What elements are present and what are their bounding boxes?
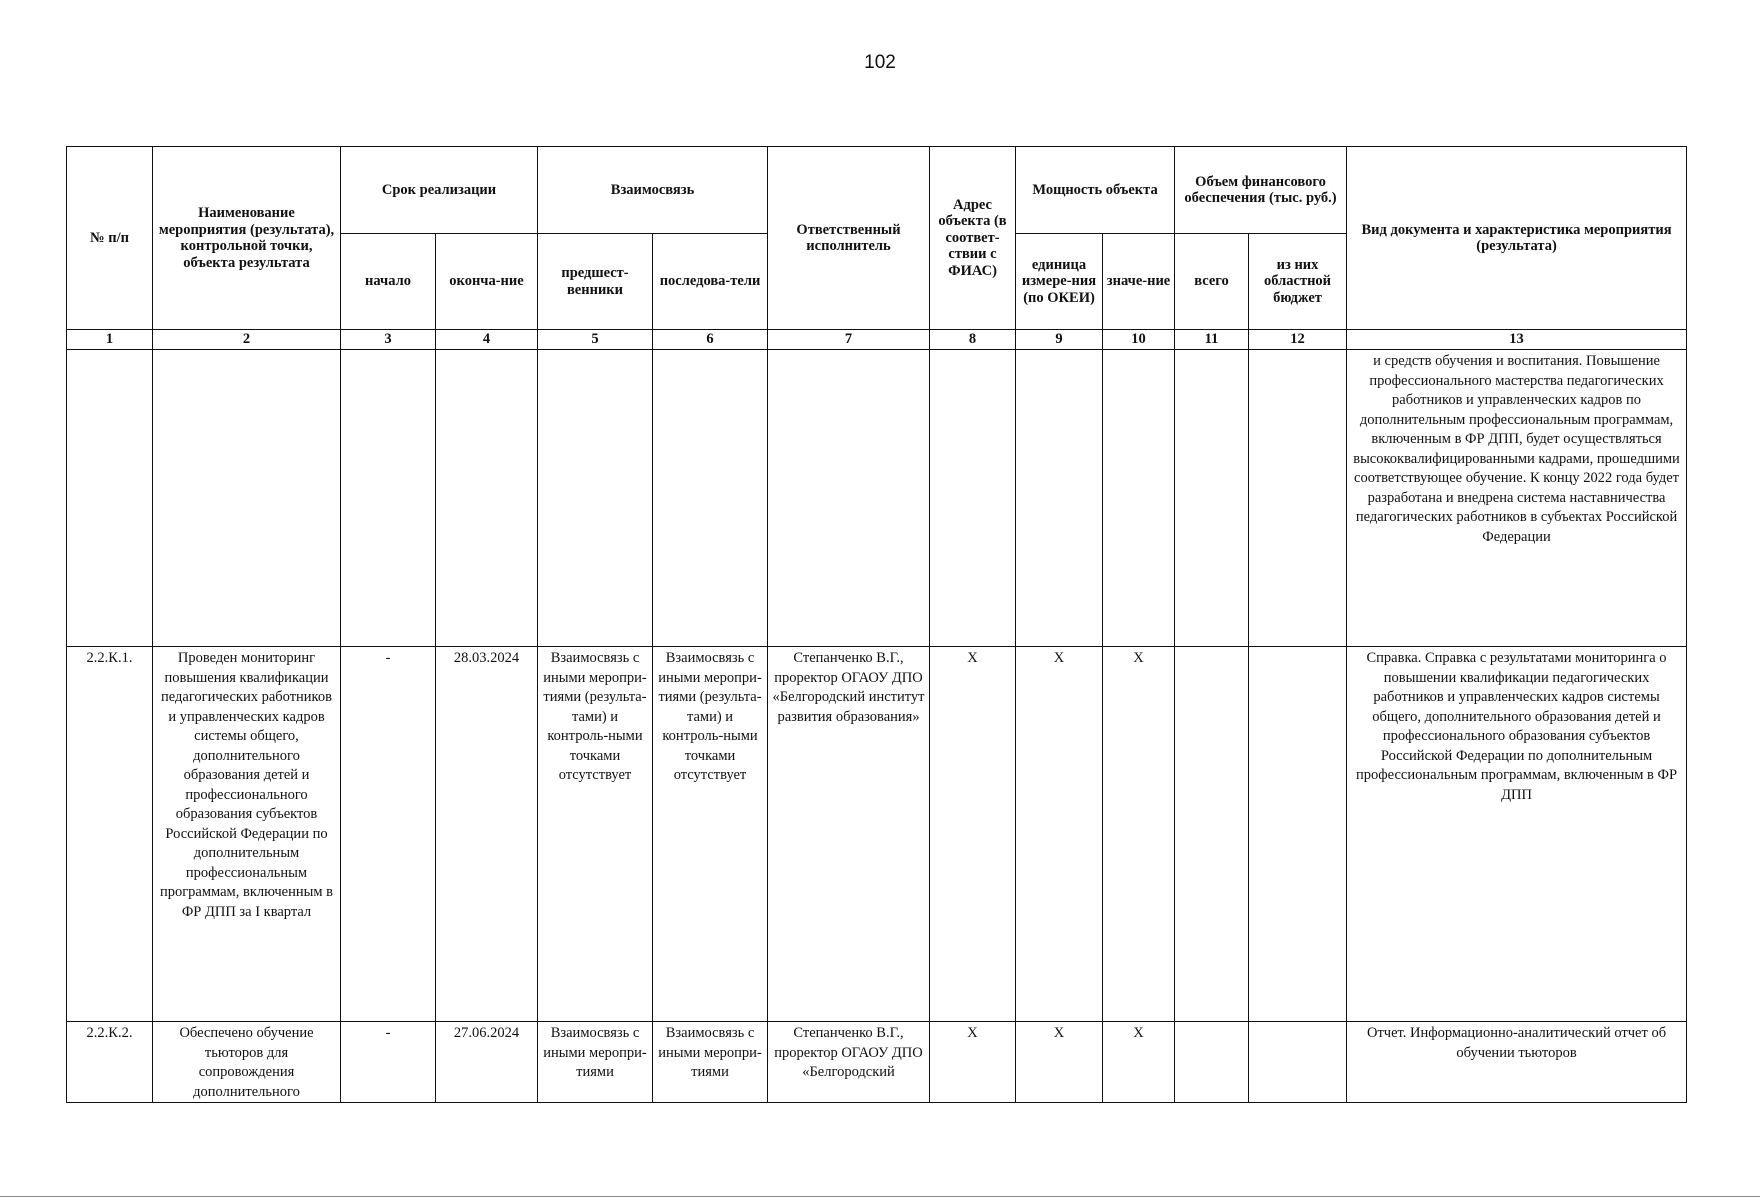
cell-end-text: 27.06.2024: [453, 1025, 520, 1041]
column-number: 2: [153, 330, 341, 350]
column-number: 13: [1347, 330, 1687, 350]
cell-regional: [1249, 350, 1347, 647]
header-finance-regional: из них областной бюджет: [1249, 234, 1347, 330]
header-link: Взаимосвязь: [538, 147, 768, 234]
cell-start: [341, 350, 436, 647]
cell-id: [67, 350, 153, 647]
cell-unit-text: X: [1053, 1025, 1065, 1041]
cell-address: [930, 350, 1016, 647]
cell-responsible: [768, 1022, 930, 1103]
column-number: 4: [436, 330, 538, 350]
cell-doc: Справка. Справка с результатами мониторинга о повышении квалификации педагогических работников и управленческих кадров системы общего, дополнительного образования детей и профессионального образования субъектов Российской Федерации по дополнительным профессиональным программам, включенным в ФР ДПП: [1347, 647, 1687, 1022]
cell-value-text: X: [1133, 1025, 1144, 1041]
cell-unit: [1016, 350, 1103, 647]
table-row: [67, 1022, 1687, 1103]
cell-address: [930, 1022, 1016, 1103]
column-number-row: [67, 330, 1687, 350]
header-row-1: [67, 147, 1687, 234]
cell-value: [1103, 350, 1175, 647]
column-number: 5: [538, 330, 653, 350]
cell-unit: [1016, 1022, 1103, 1103]
column-number: 12: [1249, 330, 1347, 350]
cell-name: Проведен мониторинг повышения квалификации педагогических работников и управленческих кадров системы общего, дополнительного образования детей и профессионального образования субъектов Российской Федерации по дополнительным профессиональным программам, включенным в ФР ДПП за I квартал: [153, 647, 341, 1022]
header-term: Срок реализации: [341, 147, 538, 234]
cell-start: -: [341, 647, 436, 1022]
cell-responsible: Степанченко В.Г., проректор ОГАОУ ДПО «Белгородский институт развития образования»: [768, 647, 930, 1022]
cell-address: X: [930, 647, 1016, 1022]
table-row-continuation: [67, 350, 1687, 647]
column-number: 1: [67, 330, 153, 350]
cell-name: [153, 350, 341, 647]
column-number: 7: [768, 330, 930, 350]
cell-next-text: Взаимосвязь с иными меропри-тиями: [658, 1025, 762, 1080]
header-name: Наименование мероприятия (результата), контрольной точки, объекта результата: [153, 147, 341, 330]
cell-total: [1175, 647, 1249, 1022]
column-number: 10: [1103, 330, 1175, 350]
header-responsible: Ответственный исполнитель: [768, 147, 930, 330]
header-capacity-unit: единица измере-ния (по ОКЕИ): [1016, 234, 1103, 330]
scan-edge-line: [0, 1196, 1760, 1197]
cell-doc-text: Отчет. Информационно-аналитический отчет об обучении тьюторов: [1366, 1025, 1667, 1061]
header-term-end: оконча-ние: [436, 234, 538, 330]
cell-regional: [1249, 647, 1347, 1022]
header-term-start: начало: [341, 234, 436, 330]
cell-start: [341, 1022, 436, 1103]
cell-prev-text: Взаимосвязь с иными меропри-тиями: [543, 1025, 647, 1080]
header-doc: Вид документа и характеристика мероприятия (результата): [1347, 147, 1687, 330]
cell-value: X: [1103, 647, 1175, 1022]
cell-total: [1175, 1022, 1249, 1103]
cell-next: Взаимосвязь с иными меропри-тиями (результа-тами) и контроль-ными точками отсутствует: [653, 647, 768, 1022]
cell-responsible: [768, 350, 930, 647]
cell-next: [653, 350, 768, 647]
header-capacity-value: значе-ние: [1103, 234, 1175, 330]
header-link-prev: предшест-венники: [538, 234, 653, 330]
cell-end: [436, 350, 538, 647]
cell-total: [1175, 350, 1249, 647]
cell-total-text: [1178, 1024, 1245, 1100]
column-number: 3: [341, 330, 436, 350]
cell-doc: [1347, 1022, 1687, 1103]
cell-name-text: Обеспечено обучение тьюторов для сопровождения дополнительного: [179, 1025, 314, 1100]
header-capacity: Мощность объекта: [1016, 147, 1175, 234]
cell-value: [1103, 1022, 1175, 1103]
header-link-next: последова-тели: [653, 234, 768, 330]
cell-id: [67, 1022, 153, 1103]
cell-regional-text: [1252, 1024, 1343, 1100]
column-number: 6: [653, 330, 768, 350]
column-number: 9: [1016, 330, 1103, 350]
cell-prev: [538, 350, 653, 647]
cell-unit: X: [1016, 647, 1103, 1022]
cell-prev: [538, 1022, 653, 1103]
header-address: Адрес объекта (в соответ-ствии с ФИАС): [930, 147, 1016, 330]
cell-start-text: -: [385, 1025, 391, 1041]
cell-id: 2.2.К.1.: [67, 647, 153, 1022]
plan-table: [66, 146, 1687, 1103]
cell-end: 28.03.2024: [436, 647, 538, 1022]
header-finance-total: всего: [1175, 234, 1249, 330]
page-number: 102: [864, 52, 896, 73]
column-number: 8: [930, 330, 1016, 350]
cell-responsible-text: Степанченко В.Г., проректор ОГАОУ ДПО «Белгородский: [774, 1025, 923, 1080]
cell-next: [653, 1022, 768, 1103]
header-finance: Объем финансового обеспечения (тыс. руб.): [1175, 147, 1347, 234]
table-row: [67, 647, 1687, 1022]
cell-prev: Взаимосвязь с иными меропри-тиями (результа-тами) и контроль-ными точками отсутствует: [538, 647, 653, 1022]
cell-regional: [1249, 1022, 1347, 1103]
header-num: № п/п: [67, 147, 153, 330]
cell-end: [436, 1022, 538, 1103]
column-number: 11: [1175, 330, 1249, 350]
cell-address-text: X: [967, 1025, 978, 1041]
cell-id-text: 2.2.К.2.: [86, 1025, 133, 1041]
cell-name: [153, 1022, 341, 1103]
cell-doc: и средств обучения и воспитания. Повышение профессионального мастерства педагогических работников и управленческих кадров по дополнительным профессиональным программам, включенным в ФР ДПП, будет осуществляться высококвалифицированными кадрами, прошедшими соответствующее обучение. К концу 2022 года будет разработана и внедрена система наставничества педагогических работников в субъектах Российской Федерации: [1347, 350, 1687, 647]
